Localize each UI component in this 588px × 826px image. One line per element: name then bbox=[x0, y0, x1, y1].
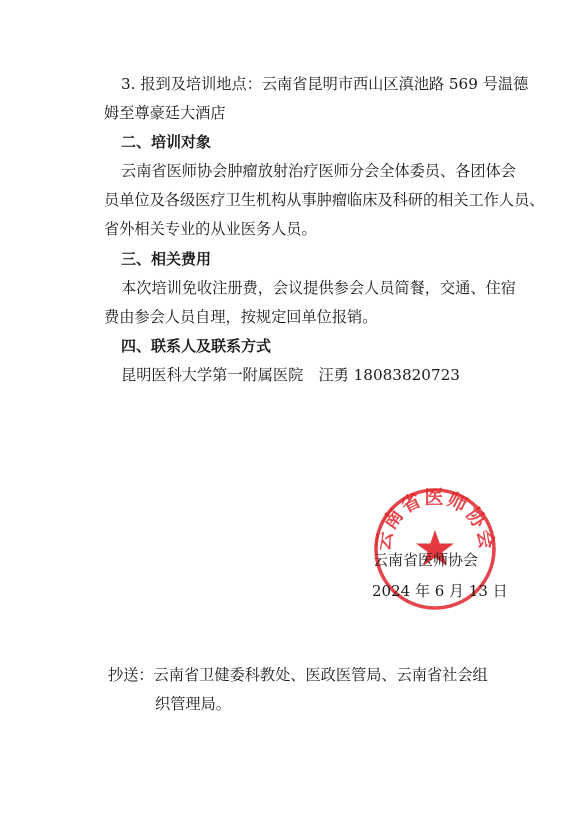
paragraph-target-line1: 云南省医师协会肿瘤放射治疗医师分会全体委员、各团体会 bbox=[121, 162, 516, 180]
heading-training-target: 二、培训对象 bbox=[121, 133, 212, 151]
paragraph-fees-line1: 本次培训免收注册费，会议提供参会人员简餐，交通、住宿 bbox=[121, 279, 516, 297]
contact-info: 昆明医科大学第一附属医院 汪勇 18083820723 bbox=[121, 366, 460, 384]
seal-text: 云南省医师协会 bbox=[372, 486, 498, 553]
paragraph-target-line2: 员单位及各级医疗卫生机构从事肿瘤临床及科研的相关工作人员、 bbox=[104, 191, 545, 209]
cc-line2: 织管理局。 bbox=[155, 695, 231, 713]
signature-organization: 云南省医师协会 bbox=[373, 551, 479, 569]
paragraph-target-line3: 省外相关专业的从业医务人员。 bbox=[104, 220, 317, 238]
heading-contact: 四、联系人及联系方式 bbox=[121, 337, 272, 355]
paragraph-fees-line2: 费由参会人员自理，按规定回单位报销。 bbox=[104, 308, 378, 326]
paragraph-location-line2: 姆至尊豪廷大酒店 bbox=[104, 104, 226, 122]
signature-date: 2024 年 6 月 13 日 bbox=[372, 582, 508, 600]
cc-line1: 抄送：云南省卫健委科教处、医政医管局、云南省社会组 bbox=[108, 666, 488, 684]
paragraph-location-line1: 3. 报到及培训地点：云南省昆明市西山区滇池路 569 号温德 bbox=[121, 75, 529, 93]
heading-fees: 三、相关费用 bbox=[121, 250, 212, 268]
